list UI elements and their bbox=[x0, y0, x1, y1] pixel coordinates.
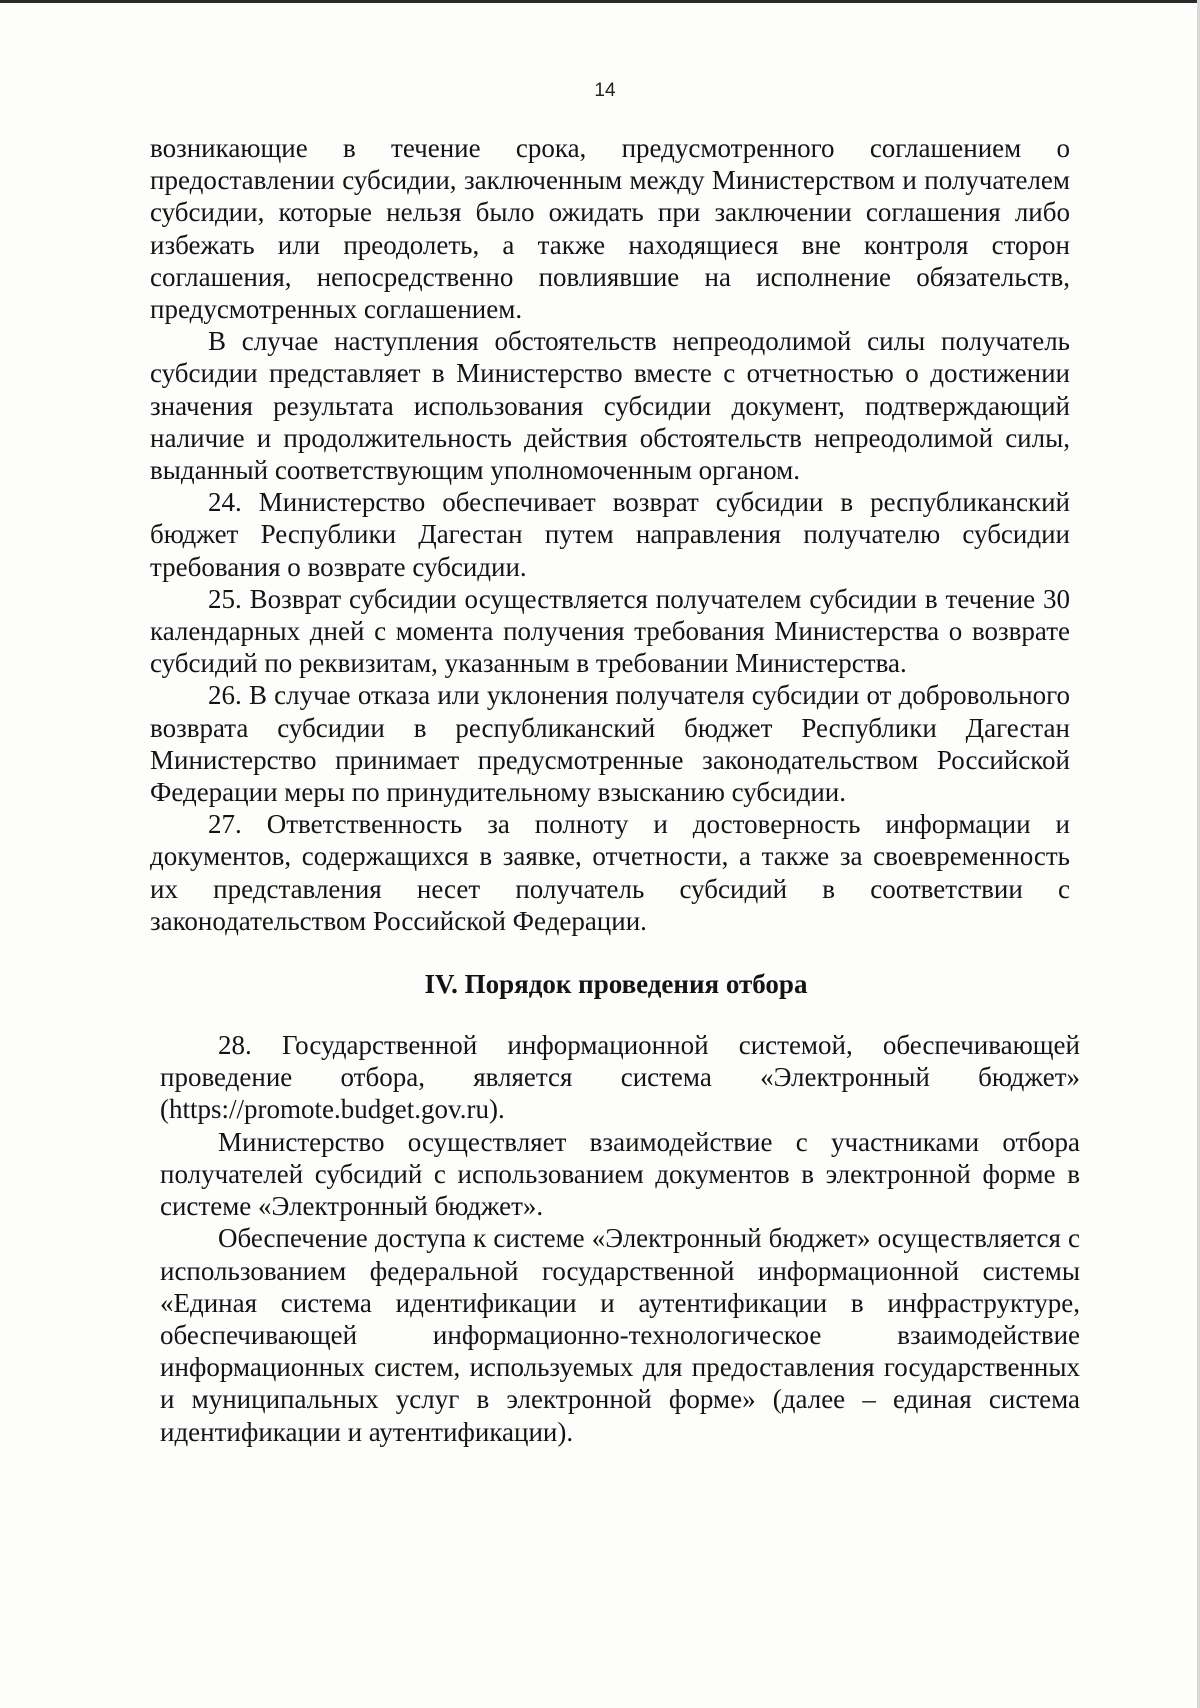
document-body bbox=[150, 132, 1080, 1448]
section-heading: IV. Порядок проведения отбора bbox=[424, 969, 808, 1000]
page-number: 14 bbox=[594, 80, 616, 101]
paragraph-24: 24. Министерство обеспечивает возврат субсидии в республиканский бюджет Республики Дагестан путем направления получателю субсидии требования о возврате субсидии. bbox=[150, 487, 1070, 582]
section-body bbox=[160, 1029, 1080, 1448]
paragraph-27: 27. Ответственность за полноту и достоверность информации и документов, содержащихся в заявке, отчетности, а также за своевременность их представления несет получатель субсидий в соответствии с законодательством Российской Федерации. bbox=[150, 809, 1070, 936]
paragraph-interaction: Министерство осуществляет взаимодействие с участниками отбора получателей субсидий с использованием документов в электронной форме в системе «Электронный бюджет». bbox=[160, 1126, 1080, 1222]
paragraph-continuation: возникающие в течение срока, предусмотренного соглашением о предоставлении субсидии, заключенным между Министерством и получателем субсидии, которые нельзя было ожидать при заключении соглашения либо избежать или преодолеть, а также находящиеся вне контроля сторон соглашения, непосредственно повлиявшие на исполнение обязательств, предусмотренных соглашением. bbox=[150, 133, 1070, 325]
paragraph-force-majeure: В случае наступления обстоятельств непреодолимой силы получатель субсидии представляет в Министерство вместе с отчетностью о достижении значения результата использования субсидии документ, подтверждающий наличие и продолжительность действия обстоятельств непреодолимой силы, выданный соответствующим уполномоченным органом. bbox=[150, 326, 1070, 486]
paragraph-28: 28. Государственной информационной системой, обеспечивающей проведение отбора, является система «Электронный бюджет» (https://promote.budget.gov.ru). bbox=[160, 1030, 1080, 1125]
paragraph-25: 25. Возврат субсидии осуществляется получателем субсидии в течение 30 календарных дней с момента получения требования Министерства о возврате субсидий по реквизитам, указанным в требовании Министерства. bbox=[150, 583, 1070, 679]
paragraph-26: 26. В случае отказа или уклонения получателя субсидии от добровольного возврата субсидии в республиканский бюджет Республики Дагестан Министерство принимает предусмотренные законодательством Российской Федерации меры по принудительному взысканию субсидии. bbox=[150, 680, 1070, 808]
scan-top-edge bbox=[0, 0, 1200, 3]
paragraph-access: Обеспечение доступа к системе «Электронный бюджет» осуществляется с использованием федеральной государственной информационной системы «Единая система идентификации и аутентификации в инфраструктуре, обеспечивающей информационно-технологическое взаимодействие информационных систем, используемых для предоставления государственных и муниципальных услуг в электронной форме» (далее – единая система идентификации и аутентификации). bbox=[160, 1223, 1080, 1447]
